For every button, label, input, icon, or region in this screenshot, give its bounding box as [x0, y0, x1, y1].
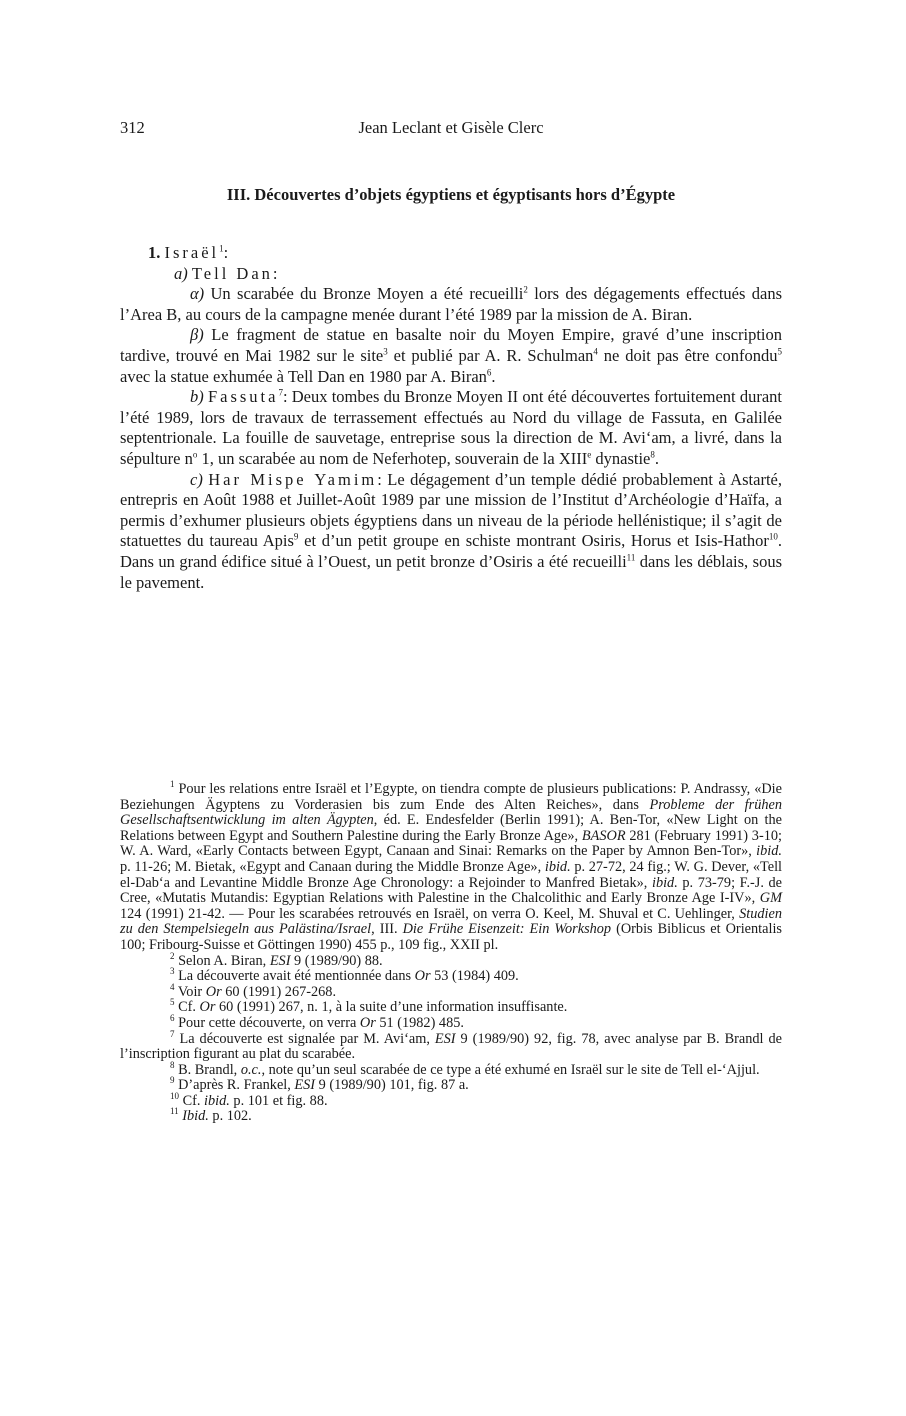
footnote-number: 4 — [170, 981, 175, 992]
heading-tell-dan — [120, 264, 782, 285]
page-number: 312 — [120, 118, 145, 137]
italic-text: ESI — [434, 1030, 456, 1047]
footnote-ref: 9 — [293, 531, 299, 542]
italic-text: Ibid. — [182, 1108, 209, 1125]
text: : Le dégagement d’un temple dédié probablement à Astarté, entrepris en Août 1988 et Juillet-Août 1989 par une mission de l’Institut d’Archéologie d’Haïfa, a permis d’exhumer plusieurs objets égyptiens dans un niveau de la période hellénistique; il s’agit de statuettes du taureau Apis — [120, 469, 782, 551]
italic-text: Or — [359, 1014, 376, 1031]
text: Un scarabée du Bronze Moyen a été recueilli — [204, 284, 524, 304]
paragraph-fassuta — [120, 387, 782, 469]
italic-text: Die Frühe Eisenzeit: Ein Workshop — [402, 921, 612, 938]
heading-colon: : — [223, 243, 229, 262]
text: lors des dégagements effectués dans l’Area B, au cours de la campagne menée durant l’été 1989 par la mission de A. Biran. — [120, 284, 782, 324]
footnote-3 — [120, 966, 782, 985]
footnote-ref: 7 — [278, 387, 283, 398]
subheading-text: Tell Dan: — [191, 263, 281, 283]
text: et d’un petit groupe en schiste montrant Osiris, Horus et Isis-Hathor — [298, 531, 769, 551]
item-label: β) — [190, 325, 204, 345]
footnote-number: 3 — [170, 966, 175, 977]
text: 1, un scarabée au nom de Neferhotep, souverain de la XIII — [197, 448, 588, 468]
italic-text: Or — [199, 999, 216, 1016]
superscript: e — [587, 449, 592, 460]
footnote-7 — [120, 1028, 783, 1063]
text: ne doit pas être confondu — [597, 345, 778, 365]
text: La découverte avait été mentionnée dans — [174, 968, 415, 985]
italic-text: o.c. — [240, 1061, 262, 1078]
text: 9 (1989/90) 101, fig. 87 a. — [315, 1077, 469, 1094]
footnote-number: 6 — [170, 1013, 175, 1024]
footnote-ref: 10 — [768, 531, 778, 542]
footnote-ref: 2 — [523, 284, 528, 295]
footnote-number: 7 — [170, 1028, 175, 1039]
text: 281 (February 1991) 3-10; W. A. Ward, «Early Contacts between Egypt, Canaan and Sinai: Remarks on the Paper by Amnon Ben-Tor», — [120, 827, 782, 860]
text: Cf. — [174, 999, 200, 1016]
italic-text: Or — [414, 968, 431, 985]
footnote-number: 1 — [170, 779, 175, 790]
running-head — [120, 118, 782, 140]
text: , III. — [371, 921, 403, 938]
text: Pour les relations entre Israël et l’Egypte, on tiendra compte de plusieurs publications: P. Andrassy, «Die Beziehungen Ägyptens zu Vorderasien bis zum Ende des Alten Reiches», dans — [120, 781, 782, 813]
text: : Deux tombes du Bronze Moyen II ont été découvertes fortuitement durant l’été 1989, lors de travaux de terrassement effectués au Nord du village de Fassuta, en Galilée septentrionale. La fouille de sauvetage, entreprise sous la direction de M. Avi‘am, a livré, dans la sépulture n — [120, 387, 783, 468]
text: 51 (1982) 485. — [375, 1014, 464, 1031]
italic-text: Probleme der frühen Gesellschaftsentwicklung im alten Ägypten — [120, 796, 782, 829]
footnote-number: 5 — [170, 997, 175, 1008]
italic-text: ibid. — [756, 843, 782, 860]
section-title: III. Découvertes d’objets égyptiens et égyptisants hors d’Égypte — [226, 185, 676, 204]
text: Voir — [174, 983, 206, 1000]
text: 9 (1989/90) 88. — [290, 952, 383, 969]
footnote-1 — [120, 779, 783, 954]
italic-text: ESI — [294, 1077, 316, 1094]
footnote-11 — [120, 1106, 782, 1125]
text: 60 (1991) 267-268. — [221, 983, 337, 1000]
text: , note qu’un seul scarabée de ce type a été exhumé en Israël sur le site de Tell el-‘Ajjul. — [261, 1061, 760, 1078]
item-label: b) — [190, 387, 204, 407]
footnote-ref: 6 — [486, 367, 492, 378]
italic-text: ibid. — [651, 874, 678, 891]
text: p. 73-79; F.-J. de Cree, «Mutatis Mutandis: Egyptian Relations with Palestine in the Chalcolithic and Early Bronze Age I-IV», — [120, 874, 783, 907]
site-name: Har Mispe Yamim — [208, 469, 378, 489]
footnote-number: 11 — [170, 1106, 179, 1117]
text: 124 (1991) 21-42. — Pour les scarabées retrouvés en Israël, on verra O. Keel, M. Shuval et C. Uehlinger, — [120, 905, 740, 922]
text: B. Brandl, — [174, 1061, 241, 1078]
text: Pour cette découverte, on verra — [174, 1014, 360, 1031]
text: p. 27-72, 24 fig.; W. G. Dever, «Tell el-Dab‘a and Levantine Middle Bronze Age Chronology: a Rejoinder to Manfred Bietak», — [120, 858, 783, 891]
body-text — [120, 243, 782, 593]
text: D’après R. Frankel, — [174, 1077, 295, 1094]
text: . — [654, 448, 659, 468]
item-label: α) — [190, 284, 205, 304]
footnote-6 — [120, 1013, 782, 1032]
heading-text: Israël — [164, 243, 220, 262]
text: p. 102. — [208, 1108, 252, 1125]
footnote-8 — [120, 1059, 782, 1079]
text: (Orbis Biblicus et Orientalis 100; Fribourg-Suisse et Göttingen 1990) 455 p., 109 fig., XXII pl. — [120, 921, 782, 953]
footnote-ref: 8 — [650, 449, 655, 460]
italic-text: BASOR — [581, 827, 626, 844]
paragraph-beta — [120, 325, 782, 387]
footnote-ref: 5 — [777, 346, 782, 357]
italic-text: GM — [759, 890, 782, 907]
site-name: Fassuta — [207, 387, 279, 407]
heading-number: 1. — [148, 243, 161, 262]
footnote-ref: 4 — [593, 346, 598, 357]
italic-text: Or — [205, 983, 222, 1000]
footnote-4 — [120, 981, 782, 1001]
footnote-2 — [120, 950, 782, 970]
footnote-5 — [120, 997, 782, 1016]
text: Le fragment de statue en basalte noir du Moyen Empire, gravé d’une inscription tardive, trouvé en Mai 1982 sur le site — [120, 325, 782, 365]
footnote-number: 8 — [170, 1059, 175, 1070]
text: . — [491, 366, 496, 386]
text: Selon A. Biran, — [174, 952, 270, 969]
text: avec la statue exhumée à Tell Dan en 1980 par A. Biran — [120, 366, 487, 386]
running-head-authors: Jean Leclant et Gisèle Clerc — [358, 118, 544, 137]
footnote-9 — [120, 1075, 782, 1094]
subheading-label: a) — [174, 263, 188, 283]
footnote-number: 10 — [170, 1091, 179, 1102]
text: et publié par A. R. Schulman — [387, 345, 594, 365]
text: 60 (1991) 267, n. 1, à la suite d’une information insuffisante. — [215, 999, 568, 1016]
text: Cf. — [179, 1092, 205, 1109]
text: p. 101 et fig. 88. — [229, 1092, 328, 1109]
italic-text: ESI — [269, 952, 291, 969]
text: La découverte est signalée par M. Avi‘am, — [174, 1030, 435, 1047]
text: 9 (1989/90) 92, fig. 78, avec analyse par B. Brandl de l’inscription figurant au plat du scarabée. — [120, 1030, 783, 1063]
heading-israel — [120, 243, 782, 264]
footnote-number: 9 — [170, 1075, 175, 1086]
footnote-ref: 1 — [219, 243, 224, 254]
italic-text: ibid. — [204, 1092, 230, 1109]
text: dans les déblais, sous le pavement. — [120, 551, 782, 592]
paragraph-har-mispe-yamim — [120, 470, 782, 594]
footnote-number: 2 — [170, 950, 175, 961]
text: dynastie — [591, 448, 651, 468]
item-label: c) — [190, 469, 203, 489]
text: 53 (1984) 409. — [430, 968, 519, 985]
italic-text: ibid. — [544, 858, 571, 875]
text: . Dans un grand édifice situé à l’Ouest, un petit bronze d’Osiris a été recueilli — [120, 531, 782, 571]
text: , éd. E. Endesfelder (Berlin 1991); A. Ben-Tor, «New Light on the Relations between Egypt and Southern Palestine during the Early Bronze Age», — [120, 812, 782, 844]
footnote-ref: 3 — [383, 346, 388, 357]
footnote-ref: 11 — [626, 552, 636, 563]
superscript: o — [192, 449, 198, 460]
paragraph-alpha — [120, 284, 782, 325]
footnotes — [120, 779, 783, 1125]
text: p. 11-26; M. Bietak, «Egypt and Canaan during the Middle Bronze Age», — [120, 858, 545, 875]
italic-text: Studien zu den Stempelsiegeln aus Palästina/Israel — [120, 905, 782, 938]
